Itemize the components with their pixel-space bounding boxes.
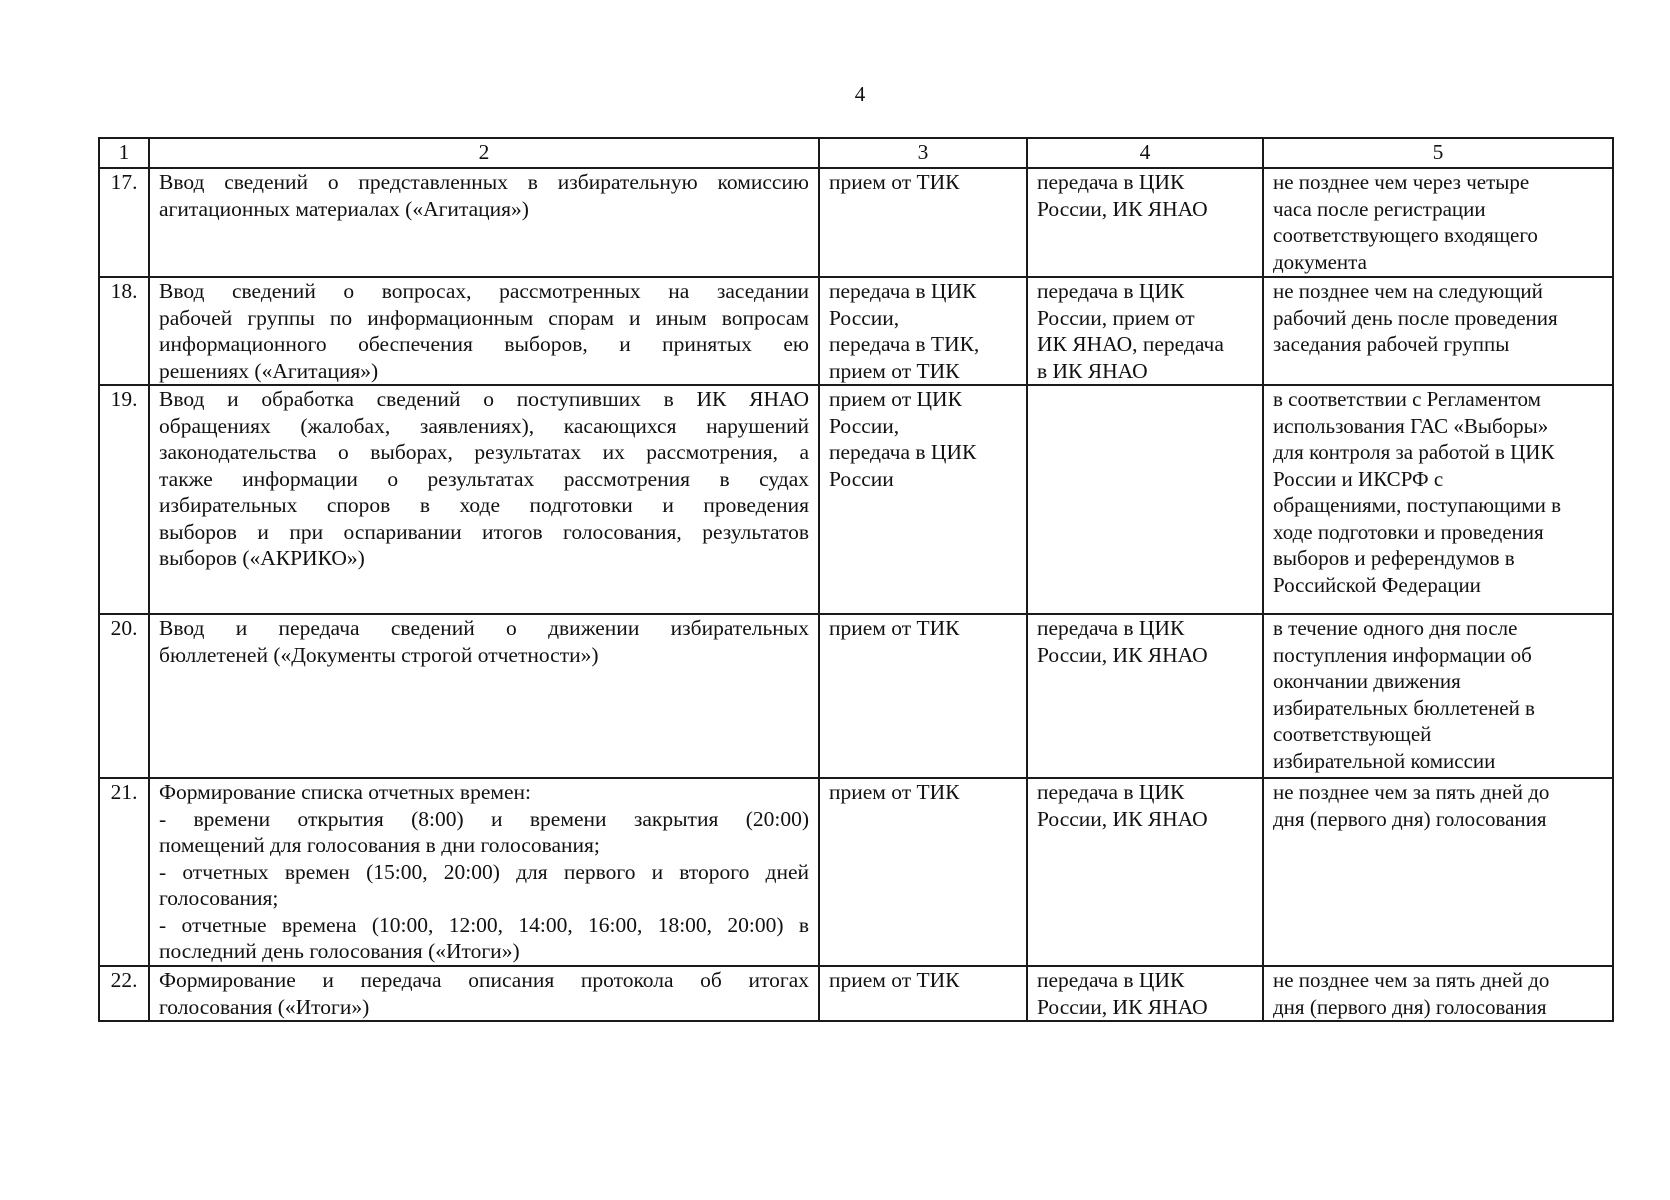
header-cell-3: 3 xyxy=(819,138,1027,168)
col4-line: России, ИК ЯНАО xyxy=(1037,642,1208,667)
row-description xyxy=(149,277,819,385)
deadline-line: поступления информации об xyxy=(1273,642,1532,667)
deadline-line: в соответствии с Регламентом xyxy=(1273,387,1541,411)
col3-line: прием от ТИК xyxy=(829,358,960,383)
page-number: 4 xyxy=(854,82,866,106)
row-number: 21. xyxy=(99,778,149,966)
row-col4 xyxy=(1027,168,1263,277)
col4-line: передача в ЦИК xyxy=(1037,170,1185,194)
description-line: законодательства о выборах, результатах их рассмотрения, а xyxy=(159,440,809,464)
row-col4 xyxy=(1027,277,1263,385)
row-number: 17. xyxy=(99,168,149,277)
deadline-line: избирательной комиссии xyxy=(1273,748,1496,773)
row-number: 19. xyxy=(99,385,149,614)
col4-line: передача в ЦИК xyxy=(1037,616,1185,640)
col3-line: России, xyxy=(829,305,900,330)
description-line: Ввод и передача сведений о движении избирательных xyxy=(159,616,809,640)
deadline-line: не позднее чем на следующий xyxy=(1273,279,1543,303)
row-deadline xyxy=(1263,385,1613,614)
col3-line: передача в ТИК, xyxy=(829,332,980,356)
col3-line: прием от ЦИК xyxy=(829,387,962,411)
description-line: голосования; xyxy=(159,886,279,910)
row-description xyxy=(149,614,819,778)
row-number: 18. xyxy=(99,277,149,385)
description-line: помещений для голосования в дни голосования; xyxy=(159,833,600,857)
description-line: рабочей группы по информационным спорам и иным вопросам xyxy=(159,305,809,330)
col3-line: передача в ЦИК xyxy=(829,440,977,464)
row-col4 xyxy=(1027,385,1263,614)
deadline-line: не позднее чем через четыре xyxy=(1273,170,1530,194)
deadline-line: России и ИКСРФ с xyxy=(1273,466,1444,491)
description-line: голосования («Итоги») xyxy=(159,994,370,1019)
description-line: бюллетеней («Документы строгой отчетности») xyxy=(159,642,599,667)
deadline-line: дня (первого дня) голосования xyxy=(1273,806,1547,831)
row-number: 20. xyxy=(99,614,149,778)
col3-line: прием от ТИК xyxy=(829,780,960,804)
deadline-line: в течение одного дня после xyxy=(1273,616,1518,640)
row-description xyxy=(149,778,819,966)
description-line: Ввод сведений о вопросах, рассмотренных на заседании xyxy=(159,279,809,303)
row-deadline xyxy=(1263,277,1613,385)
table-row xyxy=(99,966,1613,1021)
header-cell-1: 1 xyxy=(99,138,149,168)
deadline-line: ходе подготовки и проведения xyxy=(1273,519,1544,544)
table-row xyxy=(99,614,1613,778)
deadline-line: часа после регистрации xyxy=(1273,196,1486,221)
header-cell-2: 2 xyxy=(149,138,819,168)
row-col3 xyxy=(819,778,1027,966)
col4-line: в ИК ЯНАО xyxy=(1037,358,1148,383)
row-col3 xyxy=(819,385,1027,614)
col4-line: передача в ЦИК xyxy=(1037,279,1185,303)
col4-line: России, прием от xyxy=(1037,305,1195,330)
row-deadline xyxy=(1263,966,1613,1021)
table-row xyxy=(99,778,1613,966)
col4-line: передача в ЦИК xyxy=(1037,780,1185,804)
description-line: - отчетные времена (10:00, 12:00, 14:00, 16:00, 18:00, 20:00) в xyxy=(159,912,809,937)
deadline-line: рабочий день после проведения xyxy=(1273,305,1558,330)
col3-line: России xyxy=(829,466,894,491)
row-col3 xyxy=(819,966,1027,1021)
description-line: также информации о результатах рассмотрения в судах xyxy=(159,466,809,491)
deadline-line: дня (первого дня) голосования xyxy=(1273,994,1547,1019)
description-line: последний день голосования («Итоги») xyxy=(159,939,520,963)
deadline-line: обращениями, поступающими в xyxy=(1273,493,1561,517)
description-line: агитационных материалах («Агитация») xyxy=(159,196,529,221)
col4-line: передача в ЦИК xyxy=(1037,968,1185,992)
row-description xyxy=(149,168,819,277)
deadline-line: для контроля за работой в ЦИК xyxy=(1273,440,1555,464)
col4-line: России, ИК ЯНАО xyxy=(1037,806,1208,831)
row-col4 xyxy=(1027,614,1263,778)
row-number: 22. xyxy=(99,966,149,1021)
table-row xyxy=(99,385,1613,614)
row-col4 xyxy=(1027,966,1263,1021)
col3-line: передача в ЦИК xyxy=(829,279,977,303)
deadline-line: избирательных бюллетеней в xyxy=(1273,695,1535,720)
col4-line: ИК ЯНАО, передача xyxy=(1037,332,1224,356)
col3-line: прием от ТИК xyxy=(829,170,960,194)
table-row xyxy=(99,277,1613,385)
description-line: избирательных споров в ходе подготовки и проведения xyxy=(159,493,809,517)
row-description xyxy=(149,966,819,1021)
description-line: Формирование и передача описания протокола об итогах xyxy=(159,968,809,992)
description-line: решениях («Агитация») xyxy=(159,358,379,383)
description-line: информационного обеспечения выборов, и принятых ею xyxy=(159,332,809,356)
col4-line: России, ИК ЯНАО xyxy=(1037,196,1208,221)
description-line: - времени открытия (8:00) и времени закрытия (20:00) xyxy=(159,806,809,831)
row-deadline xyxy=(1263,778,1613,966)
header-cell-4: 4 xyxy=(1027,138,1263,168)
row-deadline xyxy=(1263,168,1613,277)
deadline-line: окончании движения xyxy=(1273,669,1461,693)
col3-line: прием от ТИК xyxy=(829,968,960,992)
description-line: Формирование списка отчетных времен: xyxy=(159,780,532,804)
row-col4 xyxy=(1027,778,1263,966)
deadline-line: Российской Федерации xyxy=(1273,572,1481,597)
header-cell-5: 5 xyxy=(1263,138,1613,168)
deadline-line: соответствующей xyxy=(1273,722,1432,746)
col4-line: России, ИК ЯНАО xyxy=(1037,994,1208,1019)
description-line: обращениях (жалобах, заявлениях), касающихся нарушений xyxy=(159,413,809,438)
deadline-line: не позднее чем за пять дней до xyxy=(1273,968,1550,992)
row-col3 xyxy=(819,168,1027,277)
row-col3 xyxy=(819,614,1027,778)
description-line: Ввод сведений о представленных в избирательную комиссию xyxy=(159,170,809,194)
col3-line: России, xyxy=(829,413,900,438)
deadline-line: заседания рабочей группы xyxy=(1273,332,1510,356)
deadline-line: документа xyxy=(1273,249,1367,274)
row-description xyxy=(149,385,819,614)
deadline-line: соответствующего входящего xyxy=(1273,223,1538,247)
deadline-line: использования ГАС «Выборы» xyxy=(1273,413,1549,438)
row-deadline xyxy=(1263,614,1613,778)
table-header-row xyxy=(99,138,1613,168)
table-row xyxy=(99,168,1613,277)
col3-line: прием от ТИК xyxy=(829,616,960,640)
row-col3 xyxy=(819,277,1027,385)
schedule-table xyxy=(98,137,1614,1022)
description-line: выборов («АКРИКО») xyxy=(159,546,365,570)
deadline-line: не позднее чем за пять дней до xyxy=(1273,780,1550,804)
deadline-line: выборов и референдумов в xyxy=(1273,546,1515,570)
description-line: выборов и при оспаривании итогов голосования, результатов xyxy=(159,519,809,544)
description-line: Ввод и обработка сведений о поступивших в ИК ЯНАО xyxy=(159,387,809,411)
description-line: - отчетных времен (15:00, 20:00) для первого и второго дней xyxy=(159,859,809,884)
